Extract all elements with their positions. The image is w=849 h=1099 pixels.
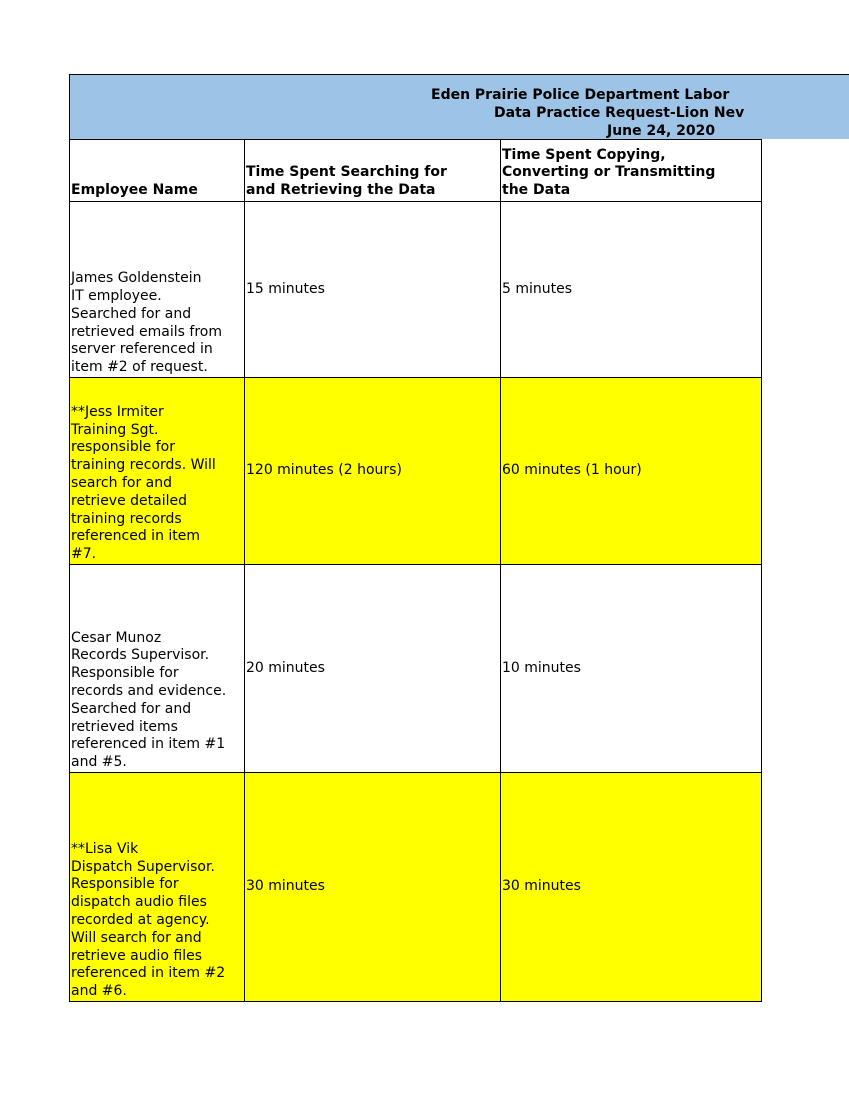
- employee-cell: **Jess Irmiter Training Sgt. responsible for training records. Will search for and retrieve detailed training records referenced in item #7.: [70, 378, 245, 565]
- search-time-cell: 120 minutes (2 hours): [245, 378, 501, 565]
- copy-time-cell: 30 minutes: [501, 773, 762, 1002]
- header-time-searching: Time Spent Searching for and Retrieving the Data: [245, 140, 501, 202]
- table-row: [70, 565, 762, 773]
- employee-cell: James Goldenstein IT employee. Searched for and retrieved emails from server referenced in item #2 of request.: [70, 202, 245, 378]
- time-table: [69, 139, 762, 1002]
- title-department: Eden Prairie Police Department Labor: [431, 87, 730, 103]
- title-request: Data Practice Request-Lion Nev: [494, 105, 745, 121]
- copy-time-cell: 10 minutes: [501, 565, 762, 773]
- table-row: [70, 378, 762, 565]
- copy-time-cell: 60 minutes (1 hour): [501, 378, 762, 565]
- search-time-cell: 20 minutes: [245, 565, 501, 773]
- header-time-copying: Time Spent Copying, Converting or Transmitting the Data: [501, 140, 762, 202]
- title-date: June 24, 2020: [607, 123, 716, 139]
- employee-cell: Cesar Munoz Records Supervisor. Responsible for records and evidence. Searched for and retrieved items referenced in item #1 and #5.: [70, 565, 245, 773]
- search-time-cell: 15 minutes: [245, 202, 501, 378]
- search-time-cell: 30 minutes: [245, 773, 501, 1002]
- table-row: [70, 773, 762, 1002]
- table-row: [70, 202, 762, 378]
- copy-time-cell: 5 minutes: [501, 202, 762, 378]
- table-header-row: [70, 140, 762, 202]
- title-block: [69, 74, 760, 139]
- header-employee-name: Employee Name: [70, 140, 245, 202]
- employee-cell: **Lisa Vik Dispatch Supervisor. Responsible for dispatch audio files recorded at agency. Will search for and retrieve audio files referenced in item #2 and #6.: [70, 773, 245, 1002]
